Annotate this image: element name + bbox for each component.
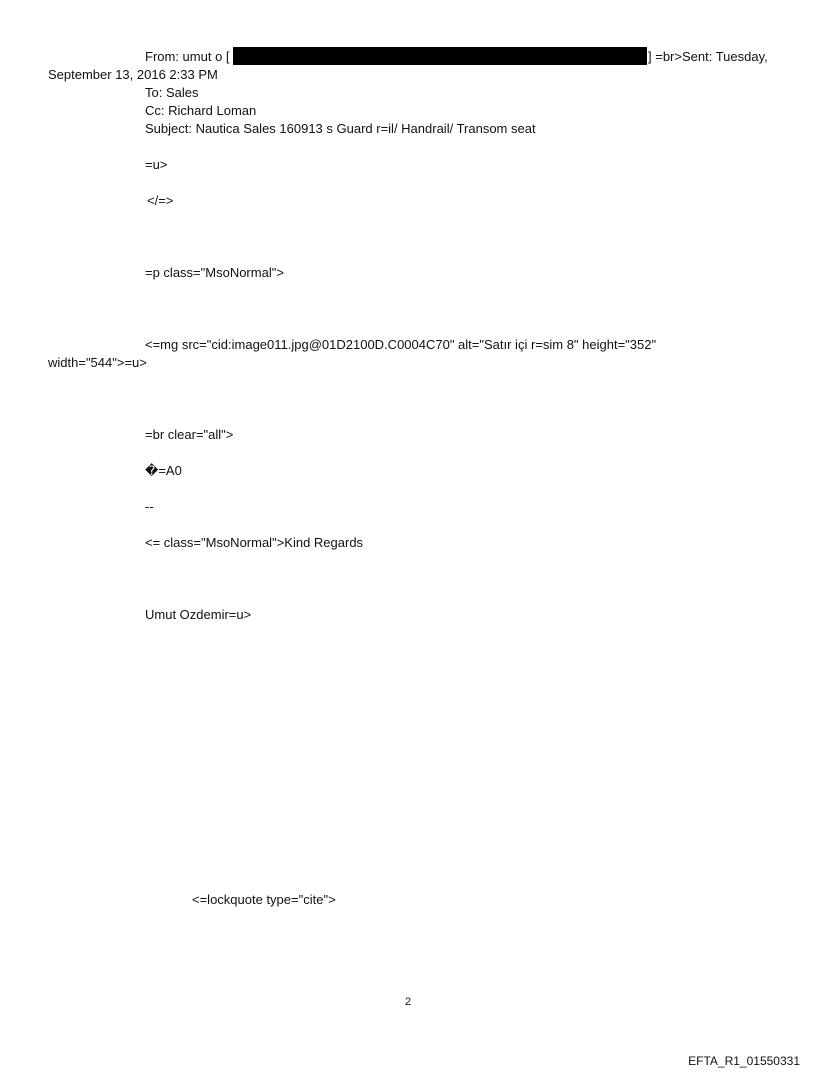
cc-line: Cc: Richard Loman [145, 103, 257, 118]
sent-date-line: September 13, 2016 2:33 PM [48, 67, 218, 82]
from-line: From: umut o [ [145, 49, 230, 64]
body-line-7: -- [145, 499, 154, 514]
body-line-4b: width="544">=u> [48, 355, 147, 370]
closing-line: <= class="MsoNormal">Kind Regards [145, 535, 364, 550]
blockquote-line: <=lockquote type="cite"> [192, 892, 336, 907]
body-line-4a: <=mg src="cid:image011.jpg@01D2100D.C0004C70" alt="Satır içi r=sim 8" height="352" [145, 337, 657, 352]
body-line-2: </=> [147, 193, 174, 208]
body-line-3: =p class="MsoNormal"> [145, 265, 284, 280]
signature-line: Umut Ozdemir=u> [145, 607, 252, 622]
body-line-1: =u> [145, 157, 168, 172]
sent-line-start: ] =br>Sent: Tuesday, [648, 49, 768, 64]
subject-line: Subject: Nautica Sales 160913 s Guard r=il/ Handrail/ Transom seat [145, 121, 536, 136]
body-line-6: �=A0 [145, 463, 182, 478]
bates-number: EFTA_R1_01550331 [688, 1054, 800, 1068]
body-line-5: =br clear="all"> [145, 427, 234, 442]
page-number: 2 [404, 996, 412, 1008]
redaction-block [233, 47, 647, 65]
to-line: To: Sales [145, 85, 199, 100]
